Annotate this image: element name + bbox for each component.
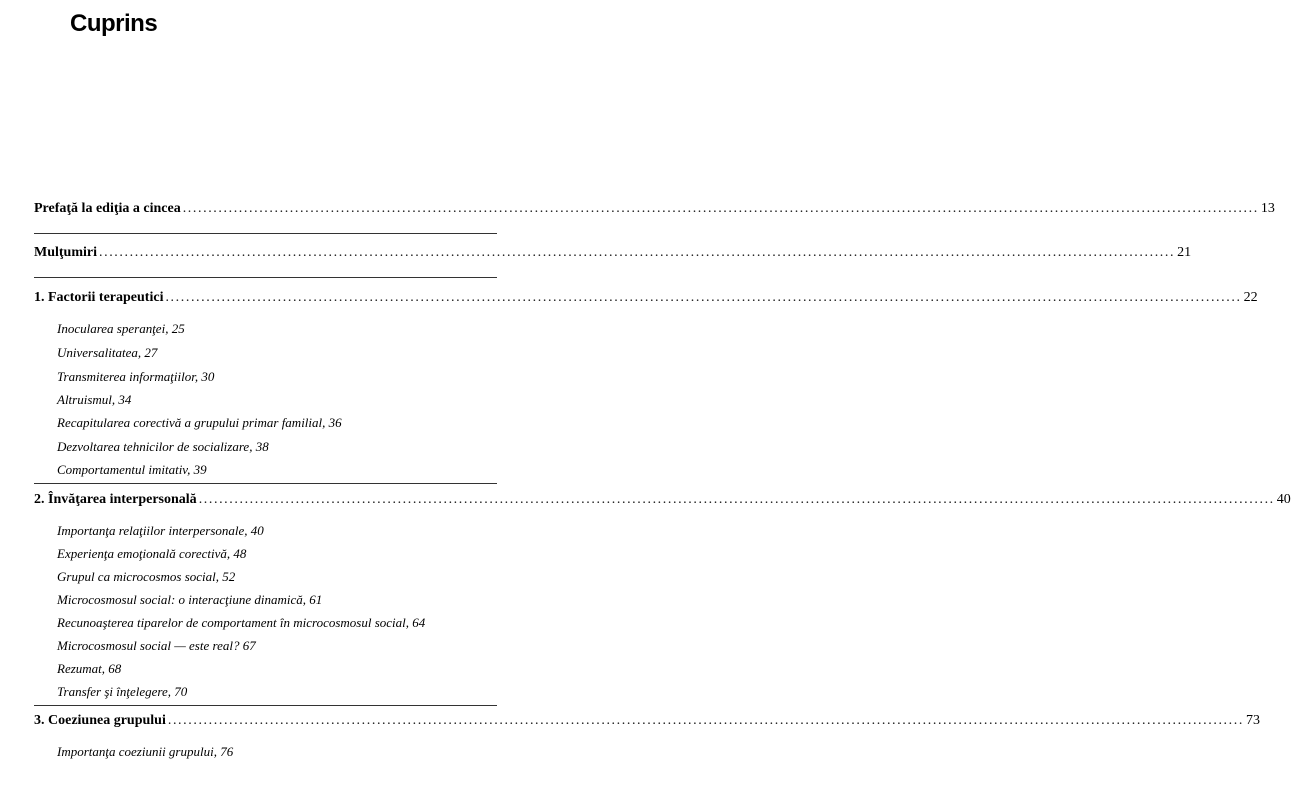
toc-entry-page: 73	[1245, 713, 1260, 728]
toc-entry-page: 21	[1177, 245, 1192, 260]
toc-entry-chapter-1[interactable]	[34, 290, 1258, 312]
dot-leader: ...................................................................................................................................................................................................................	[99, 245, 1176, 260]
toc-subentry[interactable]: Transfer şi înţelegere, 70	[57, 684, 188, 699]
toc-subentry[interactable]: Recunoaşterea tiparelor de comportament în microcosmosul social, 64	[57, 615, 426, 630]
page-title: Cuprins	[70, 10, 158, 37]
toc-subentry[interactable]: Recapitularea corectivă a grupului primar familial, 36	[57, 415, 342, 430]
toc-entry-page: 40	[1276, 492, 1291, 507]
toc-subentry[interactable]: Importanţa coeziunii grupului, 76	[57, 744, 234, 759]
toc-subentry[interactable]: Microcosmosul social — este real? 67	[57, 638, 256, 653]
divider	[34, 705, 497, 706]
toc-subentry[interactable]: Inocularea speranţei, 25	[57, 321, 185, 336]
dot-leader: ...................................................................................................................................................................................................................	[182, 201, 1259, 216]
dot-leader: ...................................................................................................................................................................................................................	[198, 492, 1275, 507]
toc-entry-label: 3. Coeziunea grupului	[34, 713, 166, 728]
divider	[34, 233, 497, 234]
toc-entry-preface[interactable]	[34, 201, 1275, 223]
dot-leader: ...................................................................................................................................................................................................................	[165, 290, 1242, 305]
toc-subentry[interactable]: Comportamentul imitativ, 39	[57, 462, 207, 477]
toc-subentry[interactable]: Grupul ca microcosmos social, 52	[57, 569, 236, 584]
toc-entry-label: 2. Învăţarea interpersonală	[34, 492, 197, 507]
toc-subentry[interactable]: Transmiterea informaţiilor, 30	[57, 369, 215, 384]
toc-subentry[interactable]: Rezumat, 68	[57, 661, 122, 676]
toc-subentry[interactable]: Experienţa emoţională corectivă, 48	[57, 546, 247, 561]
dot-leader: ...................................................................................................................................................................................................................	[167, 713, 1244, 728]
toc-entry-chapter-3[interactable]	[34, 713, 1260, 735]
toc-entry-label: Mulţumiri	[34, 245, 97, 260]
divider	[34, 277, 497, 278]
toc-entry-acknowledgments[interactable]	[34, 245, 1192, 267]
toc-entry-label: Prefaţă la ediţia a cincea	[34, 201, 181, 216]
toc-subentry[interactable]: Importanţa relaţiilor interpersonale, 40	[57, 523, 264, 538]
toc-entry-page: 22	[1243, 290, 1258, 305]
toc-subentry[interactable]: Universalitatea, 27	[57, 345, 158, 360]
toc-entry-label: 1. Factorii terapeutici	[34, 290, 164, 305]
divider	[34, 483, 497, 484]
toc-subentry[interactable]: Microcosmosul social: o interacţiune dinamică, 61	[57, 592, 323, 607]
toc-subentry[interactable]: Dezvoltarea tehnicilor de socializare, 38	[57, 439, 269, 454]
toc-entry-chapter-2[interactable]	[34, 492, 1291, 514]
toc-entry-page: 13	[1260, 201, 1275, 216]
toc-subentry[interactable]: Altruismul, 34	[57, 392, 132, 407]
